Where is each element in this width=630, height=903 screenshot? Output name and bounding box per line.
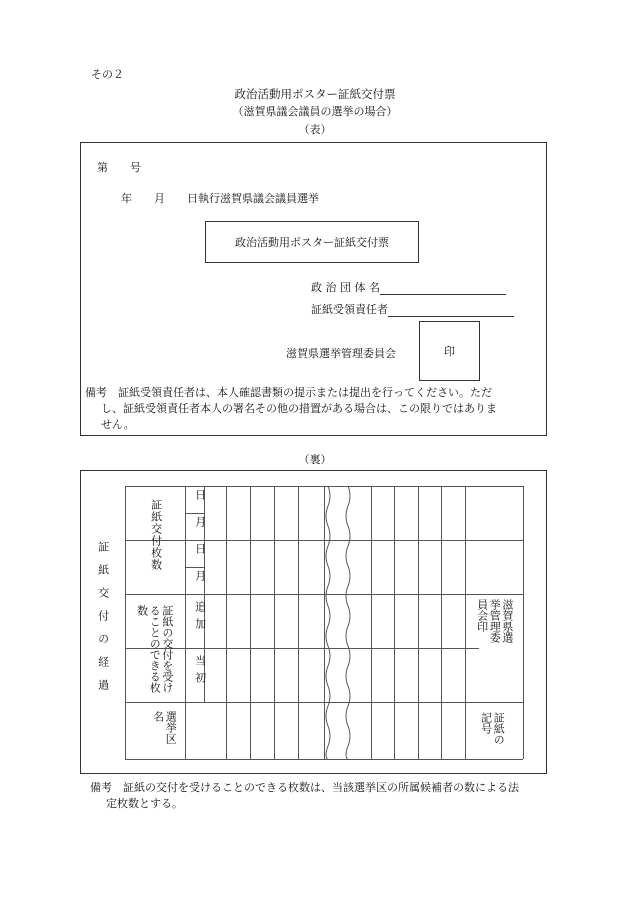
month-label: 月 — [193, 516, 207, 527]
back-form-box — [80, 470, 547, 774]
page-title: 政治活動用ポスター証紙交付票 — [234, 87, 396, 101]
front-note-line: せん。 — [101, 418, 135, 431]
front-note-line: 証紙受領責任者は、本人確認書類の提示または提出を行ってください。ただ — [118, 386, 492, 399]
recipient-row — [311, 301, 514, 317]
district-name-label: 選挙区名 — [151, 711, 178, 744]
addition-label: 追加 — [193, 601, 207, 635]
history-heading: 証紙交付の経過 — [96, 541, 110, 702]
form-number-label: その２ — [91, 68, 124, 81]
front-side-label: （表） — [298, 123, 332, 136]
ticket-title-box — [205, 221, 419, 263]
front-note-line: し、証紙受領責任者本人の署名その他の措置がある場合は、この限りではありま — [101, 402, 497, 415]
back-note — [90, 780, 550, 812]
ticket-title: 政治活動用ポスター証紙交付票 — [235, 236, 389, 249]
page-subtitle: （滋賀県議会議員の選挙の場合） — [232, 105, 398, 118]
front-form-box — [80, 142, 547, 436]
table-break-mark — [324, 486, 374, 760]
stamp-record-label: 証紙の記号 — [479, 712, 506, 745]
seal-box — [419, 321, 480, 381]
org-name-label: 政 治 団 体 名 — [311, 281, 380, 294]
committee-seal-label: 滋賀県選挙管理委員会印 — [475, 599, 514, 643]
recipient-field[interactable] — [388, 302, 514, 317]
eligible-count-label: 証紙の交付を受けることのできる枚数 — [135, 605, 174, 693]
election-committee: 滋賀県選挙管理委員会 — [286, 347, 396, 360]
day-label: 日 — [193, 489, 207, 500]
month-label: 月 — [193, 570, 207, 581]
seal-mark: 印 — [444, 345, 455, 358]
recipient-label: 証紙受領責任者 — [311, 303, 388, 316]
org-name-field[interactable] — [380, 280, 506, 295]
back-note-lead: 備考 — [90, 781, 112, 794]
day-label: 日 — [193, 543, 207, 554]
back-side-label: （裏） — [298, 453, 332, 466]
number-line: 第 号 — [97, 161, 141, 174]
election-date-line: 年 月 日執行滋賀県議会議員選挙 — [121, 192, 319, 205]
org-name-row — [311, 279, 506, 295]
issued-count-label: 証紙交付枚数 — [149, 499, 163, 571]
back-note-line: 証紙の交付を受けることのできる枚数は、当該選挙区の所属候補者の数による法 — [123, 781, 519, 794]
back-note-line: 定枚数とする。 — [106, 797, 183, 810]
front-note — [85, 385, 547, 433]
front-note-lead: 備考 — [85, 386, 107, 399]
initial-label: 当初 — [193, 655, 207, 689]
